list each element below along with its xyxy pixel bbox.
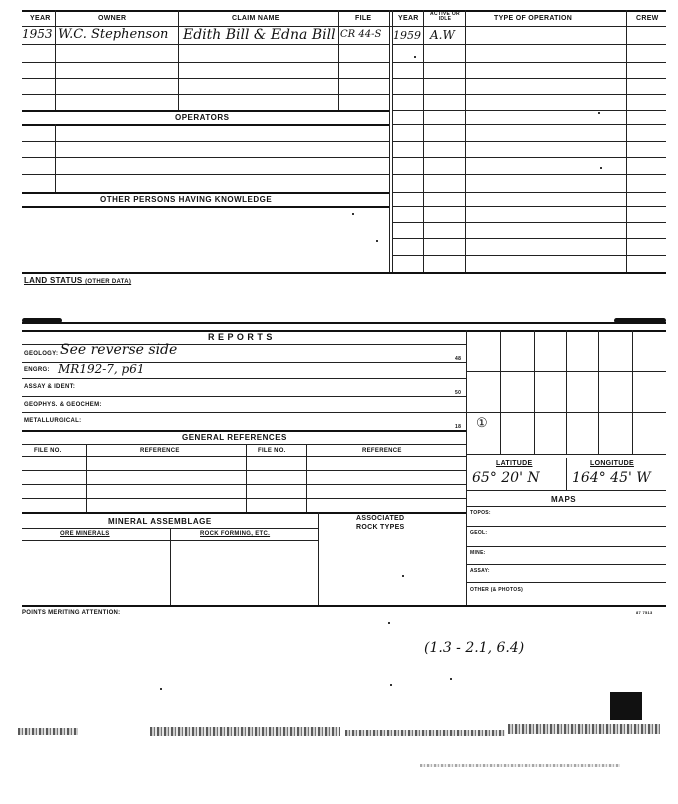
vline-minerals-2 (170, 528, 171, 606)
op-row-line (392, 62, 666, 63)
op-row-line (392, 192, 666, 193)
maps-other-label: OTHER (& PHOTOS) (470, 587, 524, 593)
vline-operators (55, 124, 56, 192)
vline-refs-2 (246, 444, 247, 512)
maps-geol-label: GEOL: (470, 530, 488, 536)
maps-topos-label: TOPOS: (470, 510, 491, 516)
op-row-line (392, 124, 666, 125)
scan-noise (420, 764, 620, 767)
geology-num: 48 (455, 356, 462, 362)
grid-hline (466, 371, 666, 372)
reports-row-line (22, 378, 466, 379)
grid-vline (534, 330, 535, 454)
speck (352, 213, 354, 215)
maps-heading: MAPS (551, 495, 577, 504)
maps-top-line (466, 490, 666, 491)
col-owner: OWNER (98, 15, 127, 22)
other-persons-top-line (22, 192, 389, 194)
speck (388, 622, 390, 624)
row-line (22, 174, 389, 175)
general-refs-top-line (22, 430, 466, 432)
maps-row-line (466, 582, 666, 583)
op-row-line (392, 174, 666, 175)
refs-row-line (22, 484, 466, 485)
longitude-value: 164° 45' W (572, 470, 651, 486)
points-meriting-attention-label: POINTS MERITING ATTENTION: (22, 610, 121, 616)
op-row-line (392, 206, 666, 207)
maps-mine-label: MINE: (470, 550, 486, 556)
col-year-2: YEAR (398, 15, 419, 22)
owner-name: W.C. Stephenson (58, 27, 169, 42)
op-row-line (392, 78, 666, 79)
reports-top-border-2 (22, 330, 666, 332)
col-year: YEAR (30, 15, 51, 22)
speck (160, 688, 162, 690)
col-file: FILE (355, 15, 372, 22)
longitude-label: LONGITUDE (590, 460, 634, 467)
file-no-col: FILE NO. (34, 448, 62, 454)
grid-vline (598, 330, 599, 454)
associated-heading: ASSOCIATED (356, 515, 405, 522)
scan-noise (18, 728, 78, 735)
latitude-label: LATITUDE (496, 460, 533, 467)
points-note: (1.3 - 2.1, 6.4) (424, 640, 525, 656)
speck (598, 112, 600, 114)
reference-col: REFERENCE (140, 448, 180, 454)
op-row-line (392, 238, 666, 239)
file-entry: CR 44-S (340, 29, 382, 40)
op-row-line (392, 110, 666, 111)
op-row-line (392, 94, 666, 95)
grid-vline (500, 330, 501, 454)
top-border (22, 10, 666, 12)
scan-noise (508, 724, 660, 734)
op-row-line (392, 44, 666, 45)
scan-noise (345, 730, 505, 736)
assay-label: ASSAY & IDENT: (24, 384, 76, 390)
form-number: 87 7513 (636, 610, 653, 615)
other-persons-heading: OTHER PERSONS HAVING KNOWLEDGE (100, 195, 273, 204)
maps-row-line (466, 546, 666, 547)
refs-row-line (22, 498, 466, 499)
vline-refs-3 (306, 444, 307, 512)
op-row-line (392, 222, 666, 223)
assay-num: 50 (455, 390, 462, 396)
vline-claim-left (178, 10, 179, 110)
vline-refs-1 (86, 444, 87, 512)
row-line (22, 157, 389, 158)
op-year-entry: 1959 (393, 29, 421, 42)
grid-vline (632, 330, 633, 454)
refs-row-line (22, 456, 466, 457)
engrg-value: MR192-7, p61 (58, 362, 145, 376)
row-line (22, 78, 389, 79)
metallurgical-num: 18 (455, 424, 462, 430)
vline-split-a (389, 10, 390, 273)
metallurgical-label: METALLURGICAL: (24, 418, 82, 424)
speck (600, 167, 602, 169)
reports-row-line (22, 396, 466, 397)
speck (450, 678, 452, 680)
geology-value: See reverse side (60, 342, 178, 358)
owner-year: 1953 (22, 27, 53, 41)
maps-row-line (466, 564, 666, 565)
row-line (22, 141, 389, 142)
reports-heading: R E P O R T S (208, 332, 273, 342)
row-line (22, 62, 389, 63)
latitude-value: 65° 20' N (472, 470, 540, 486)
land-status-label: LAND STATUS (OTHER DATA) (24, 276, 132, 285)
operators-bottom-line (22, 124, 389, 126)
col-active-idle: ACTIVE OR IDLE (430, 11, 460, 22)
maps-assay-label: ASSAY: (470, 568, 490, 574)
reports-row-line (22, 412, 466, 413)
minerals-top-line (22, 512, 466, 514)
row-line (22, 44, 389, 45)
operators-heading: OPERATORS (175, 113, 230, 122)
speck (376, 240, 378, 242)
refs-row-line (22, 470, 466, 471)
grid-vline (566, 330, 567, 454)
ore-minerals-col: ORE MINERALS (60, 531, 110, 537)
general-refs-heading: GENERAL REFERENCES (182, 433, 287, 442)
speck (402, 575, 404, 577)
vline-file-left (338, 10, 339, 110)
engrg-label: ENGRG: (24, 367, 50, 373)
black-registration-mark (610, 692, 642, 720)
geophys-label: GEOPHYS. & GEOCHEM: (24, 402, 102, 408)
claim-name-entry: Edith Bill & Edna Bill (183, 27, 336, 43)
scan-noise (150, 727, 340, 736)
col-claim-name: CLAIM NAME (232, 15, 280, 22)
geology-label: GEOLOGY: (24, 351, 59, 357)
vline-owner-left (55, 10, 56, 110)
rock-forming-col: ROCK FORMING, ETC. (200, 531, 271, 537)
row-line (22, 94, 389, 95)
file-no-col-2: FILE NO. (258, 448, 286, 454)
op-row-line (392, 157, 666, 158)
status-entry: A.W (430, 28, 455, 42)
reports-top-border (22, 322, 666, 324)
reference-col-2: REFERENCE (362, 448, 402, 454)
col-crew: CREW (636, 15, 659, 22)
quad-marker: ① (476, 416, 488, 431)
grid-hline (466, 412, 666, 413)
other-persons-bottom-line (22, 206, 389, 208)
minerals-bottom-line (22, 605, 666, 607)
vline-minerals (318, 512, 319, 606)
maps-row-line (466, 526, 666, 527)
lat-long-divider (566, 458, 567, 490)
op-row-line (392, 141, 666, 142)
op-row-line (392, 255, 666, 256)
general-refs-header-line (22, 444, 466, 445)
grid-hline (466, 454, 666, 455)
col-type-of-operation: TYPE OF OPERATION (494, 15, 573, 22)
speck (414, 56, 416, 58)
operators-top-line (22, 110, 389, 112)
speck (390, 684, 392, 686)
mineral-assemblage-heading: MINERAL ASSEMBLAGE (108, 517, 212, 526)
top-section-bottom (22, 272, 666, 274)
maps-header-line (466, 506, 666, 507)
rock-types-heading: ROCK TYPES (356, 524, 405, 531)
